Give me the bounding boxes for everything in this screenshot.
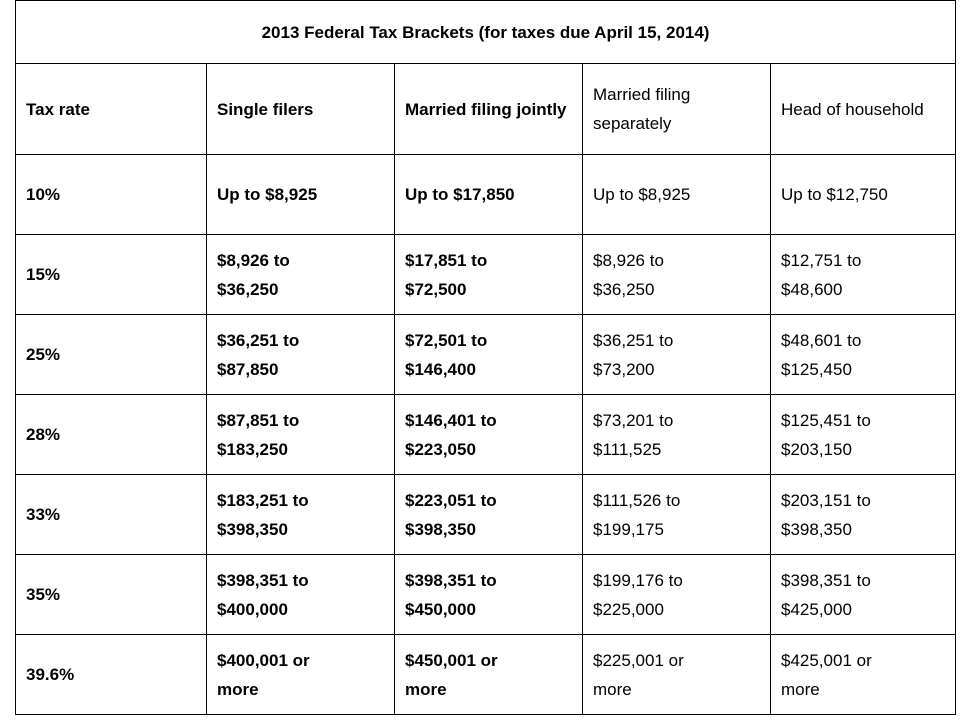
cell-head-of-household [771,395,956,475]
cell-married-jointly [395,235,583,315]
cell-line: $125,450 [781,359,852,379]
cell-line: $398,350 [405,519,476,539]
cell-head-of-household [771,235,956,315]
cell-line: $400,000 [217,599,288,619]
cell-single-filers [207,395,395,475]
cell-line: $17,851 to [405,250,488,270]
cell-line: $72,500 [405,279,467,299]
cell-line: $36,251 to [593,330,674,350]
cell-married-jointly [395,315,583,395]
cell-single-filers [207,635,395,715]
cell-tax-rate: 33% [16,475,207,555]
table-row [16,475,956,555]
header-married-separately: Married filing separately [583,64,771,155]
table-row [16,555,956,635]
cell-line: $87,851 to [217,410,300,430]
cell-line: $73,200 [593,359,655,379]
cell-married-jointly [395,555,583,635]
cell-married-jointly [395,475,583,555]
cell-line: Up to $17,850 [405,185,515,204]
cell-line: Up to $8,925 [593,185,691,204]
cell-married-jointly [395,635,583,715]
cell-line: $450,001 or [405,650,498,670]
cell-tax-rate: 25% [16,315,207,395]
header-single-filers: Single filers [207,64,395,155]
cell-line: $146,400 [405,359,476,379]
cell-line: $8,926 to [217,250,290,270]
cell-line: $183,251 to [217,490,309,510]
cell-married-separately [583,635,771,715]
cell-line: $183,250 [217,439,288,459]
cell-married-jointly [395,155,583,235]
cell-married-separately [583,395,771,475]
header-married-jointly: Married filing jointly [395,64,583,155]
cell-line: $36,250 [217,279,279,299]
cell-line: $398,350 [217,519,288,539]
cell-line: $146,401 to [405,410,497,430]
cell-line: $398,351 to [217,570,309,590]
cell-line: $223,051 to [405,490,497,510]
cell-married-separately [583,235,771,315]
cell-line: $450,000 [405,599,476,619]
cell-line: more [217,679,259,699]
cell-line: $36,250 [593,279,655,299]
cell-married-separately [583,315,771,395]
cell-line: $398,350 [781,519,852,539]
cell-line: $72,501 to [405,330,488,350]
header-head-of-household: Head of household [771,64,956,155]
cell-head-of-household [771,635,956,715]
cell-head-of-household [771,315,956,395]
cell-married-separately [583,475,771,555]
cell-line: $400,001 or [217,650,310,670]
table-row [16,635,956,715]
cell-line: $73,201 to [593,410,674,430]
cell-line: $48,601 to [781,330,862,350]
cell-line: $223,050 [405,439,476,459]
cell-line: $425,001 or [781,650,872,670]
cell-line: Up to $8,925 [217,185,318,204]
cell-line: $111,526 to [593,490,681,510]
cell-head-of-household [771,475,956,555]
cell-line: Up to $12,750 [781,185,888,204]
cell-tax-rate: 15% [16,235,207,315]
cell-head-of-household [771,555,956,635]
tax-brackets-table [15,0,956,715]
cell-line: $203,151 to [781,490,871,510]
cell-single-filers [207,315,395,395]
cell-line: more [781,679,820,699]
cell-line: $87,850 [217,359,279,379]
cell-line: $125,451 to [781,410,871,430]
cell-head-of-household [771,155,956,235]
cell-single-filers [207,235,395,315]
table-row [16,235,956,315]
table-row [16,315,956,395]
cell-line: $203,150 [781,439,852,459]
cell-married-jointly [395,395,583,475]
cell-single-filers [207,555,395,635]
cell-tax-rate: 35% [16,555,207,635]
cell-line: $199,176 to [593,570,683,590]
table-title: 2013 Federal Tax Brackets (for taxes due April 15, 2014) [16,1,956,64]
cell-line: $425,000 [781,599,852,619]
cell-line: $48,600 [781,279,843,299]
cell-line: $12,751 to [781,250,862,270]
cell-line: more [405,679,447,699]
table-header-row [16,64,956,155]
header-tax-rate: Tax rate [16,64,207,155]
cell-line: $398,351 to [405,570,497,590]
cell-single-filers [207,475,395,555]
cell-married-separately [583,155,771,235]
cell-tax-rate: 28% [16,395,207,475]
cell-line: $199,175 [593,519,664,539]
table-row [16,395,956,475]
cell-married-separately [583,555,771,635]
cell-tax-rate: 10% [16,155,207,235]
table-row [16,155,956,235]
cell-single-filers [207,155,395,235]
cell-tax-rate: 39.6% [16,635,207,715]
table-title-row [16,1,956,64]
cell-line: $225,000 [593,599,664,619]
cell-line: $8,926 to [593,250,664,270]
cell-line: $225,001 or [593,650,684,670]
cell-line: $36,251 to [217,330,300,350]
cell-line: $111,525 [593,439,662,459]
cell-line: $398,351 to [781,570,871,590]
cell-line: more [593,679,632,699]
